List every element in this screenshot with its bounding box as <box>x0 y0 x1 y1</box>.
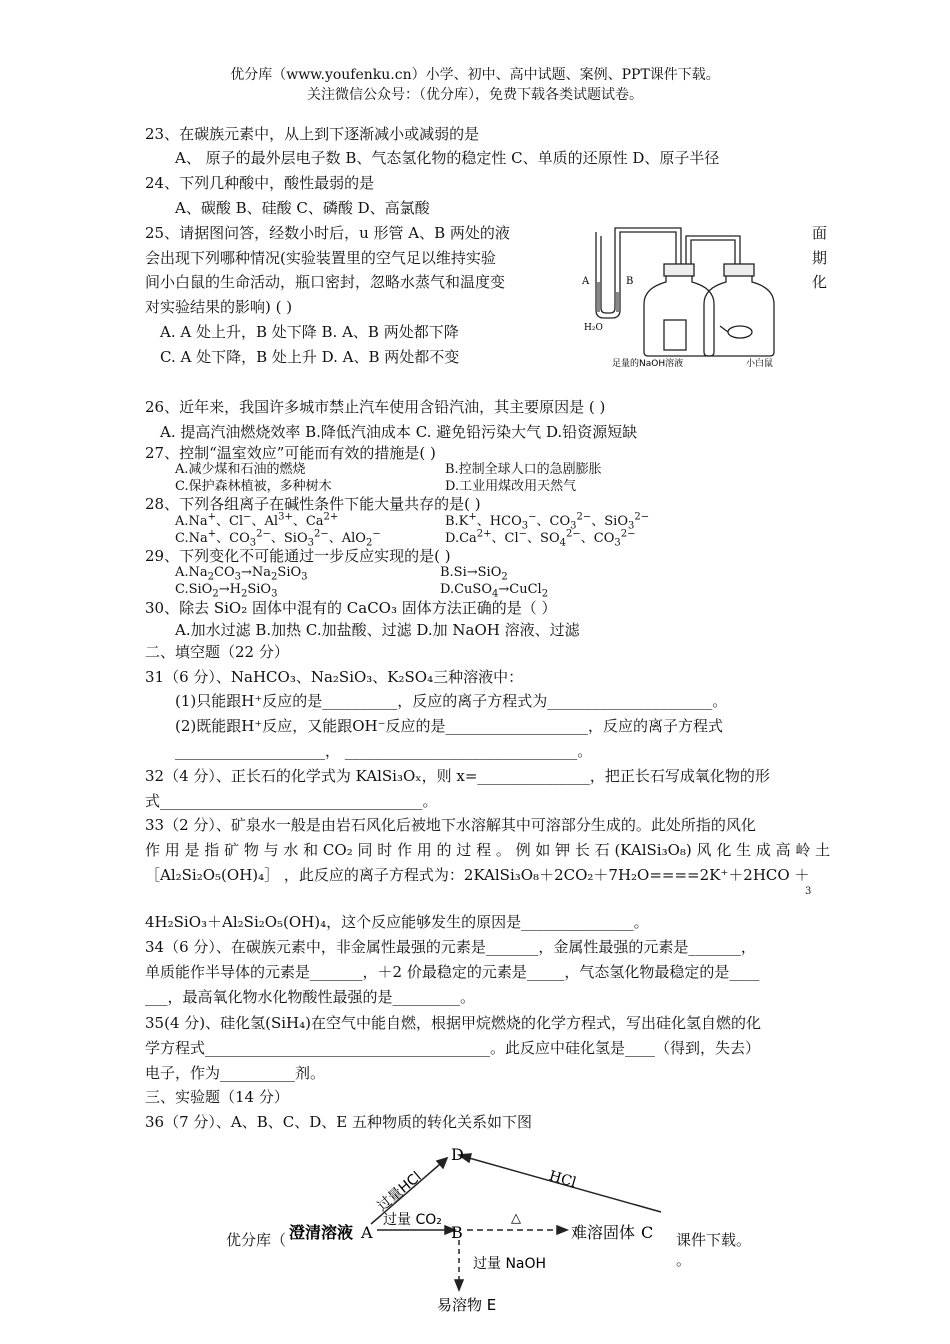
q33-line4: 4H₂SiO₃＋Al₂Si₂O₅(OH)₄，这个反应能够发生的原因是_______________。 <box>145 913 649 931</box>
section-fill-blank: 二、填空题（22 分） <box>145 643 289 661</box>
mouse-shape <box>728 326 752 338</box>
label-hcl: HCl <box>547 1168 578 1192</box>
q28-stem: 28、下列各组离子在碱性条件下能大量共存的是( ) <box>145 495 481 513</box>
q29-option-a: $A.Na_2CO_3\to Na_2SiO_3$ <box>175 565 308 583</box>
q27-option-d: D.工业用煤改用天然气 <box>445 479 577 494</box>
q25-right1: 面 <box>812 224 828 242</box>
q29-option-d: D.CuSO$_4$→CuCl$_2$ <box>440 582 549 600</box>
q29-option-c: $C.SiO_2\to H_2SiO_3$ <box>175 582 278 600</box>
q25-line4: 对实验结果的影响) ( ) <box>145 298 293 316</box>
q36-stem: 36（7 分）、A、B、C、D、E 五种物质的转化关系如下图 <box>145 1113 532 1131</box>
q25-apparatus-figure <box>578 222 800 368</box>
node-d: D <box>451 1146 464 1164</box>
q27-option-b: B.控制全球人口的急剧膨胀 <box>445 462 602 477</box>
q27-option-a: A.减少煤和石油的燃烧 <box>175 462 306 477</box>
label-a: A <box>582 276 590 287</box>
q25-options-ab: A. A 处上升，B 处下降 B. A、B 两处都下降 <box>160 323 459 341</box>
q34-line2: 单质能作半导体的元素是_______，＋2 价最稳定的元素是_____，气态氢化物最稳定的是____ <box>145 963 760 981</box>
footer-dot: 。 <box>676 1251 692 1269</box>
q34-line3: ___，最高氧化物水化物酸性最强的是_________。 <box>145 988 476 1006</box>
q35-line1: 35(4 分)、硅化氢(SiH₄)在空气中能自燃，根据甲烷燃烧的化学方程式，写出硅化氢自燃的化 <box>145 1014 761 1032</box>
label-excess-naoh: 过量 NaOH <box>473 1256 547 1272</box>
q25-right3: 化 <box>812 273 828 291</box>
q28-option-b: B.K+、$HCO_3^-$、$CO_3^{2-}$、SiO$_3^{2-}$ <box>445 511 650 532</box>
node-c-label: 难溶固体 <box>571 1223 636 1242</box>
q33-line2: 作 用 是 指 矿 物 与 水 和 CO₂ 同 时 作 用 的 过 程 。 例 如 钾 长 石 (KAlSi₃O₈) 风 化 生 成 高 岭 土 <box>145 841 831 859</box>
q25-line3: 间小白鼠的生命活动，瓶口密封，忽略水蒸气和温度变 <box>145 273 506 291</box>
q32-line1: 32（4 分）、正长石的化学式为 KAlSi₃Oₓ，则 x=_______________，把正长石写成氧化物的形 <box>145 767 770 785</box>
q30-stem: 30、除去 SiO₂ 固体中混有的 CaCO₃ 固体方法正确的是（ ） <box>145 599 557 617</box>
q31-stem: 31（6 分）、NaHCO₃、Na₂SiO₃、K₂SO₄三种溶液中： <box>145 668 524 686</box>
q23-stem: 23、在碳族元素中，从上到下逐渐减小或减弱的是 <box>145 125 480 143</box>
q35-line3: 电子，作为__________剂。 <box>145 1064 326 1082</box>
q25-line1: 25、请据图问答，经数小时后，u 形管 A、B 两处的液 <box>145 224 510 242</box>
q26-options: A. 提高汽油燃烧效率 B.降低汽油成本 C. 避免铅污染大气 D.铅资源短缺 <box>160 423 638 441</box>
q35-line2: 学方程式______________________________________。此反应中硅化氢是____（得到，失去） <box>145 1039 761 1057</box>
q30-options: A.加水过滤 B.加热 C.加盐酸、过滤 D.加 NaOH 溶液、过滤 <box>175 621 580 639</box>
node-e: 易溶物 E <box>437 1296 497 1314</box>
q27-option-c: C.保护森林植被，多种树木 <box>175 479 332 494</box>
label-naoh: 足量的NaOH溶液 <box>612 359 684 368</box>
bottle1-stopper <box>664 264 694 276</box>
q26-stem: 26、近年来，我国许多城市禁止汽车使用含铅汽油，其主要原因是 ( ) <box>145 398 606 416</box>
q24-stem: 24、下列几种酸中，酸性最弱的是 <box>145 174 375 192</box>
q25-line2: 会出现下列哪种情况(实验装置里的空气足以维持实验 <box>145 249 496 267</box>
node-a: A <box>361 1223 373 1242</box>
label-b: B <box>626 276 634 287</box>
node-c: C <box>641 1223 654 1242</box>
q33-line3: ［Al₂Si₂O₅(OH)₄］ ，此反应的离子方程式为：2KAlSi₃O₈＋2CO₂＋7H₂O====2K⁺＋2HCO ＋ <box>145 866 810 884</box>
label-excess-co2: 过量 CO₂ <box>383 1212 442 1228</box>
bottle2-stopper <box>724 264 754 276</box>
q29-stem: 29、下列变化不可能通过一步反应实现的是( ) <box>145 547 451 565</box>
node-b: B <box>451 1223 463 1242</box>
q29-option-b: B.Si→SiO$_2$ <box>440 565 508 583</box>
q33-line1: 33（2 分）、矿泉水一般是由岩石风化后被地下水溶解其中可溶部分生成的。此处所指的风化 <box>145 816 756 834</box>
page-header-line1: 优分库（www.youfenku.cn）小学、初中、高中试题、案例、PPT课件下载。 <box>230 67 720 83</box>
q25-right2: 期 <box>812 249 828 267</box>
label-clear-solution: 澄清溶液 <box>289 1223 354 1242</box>
q32-line2: 式___________________________________。 <box>145 792 438 810</box>
page-header-line2: 关注微信公众号：（优分库），免费下载各类试题试卷。 <box>307 87 643 103</box>
q36-conversion-diagram <box>287 1146 675 1318</box>
label-heat: △ <box>511 1211 521 1226</box>
q23-options: A、 原子的最外层电子数 B、气态氢化物的稳定性 C、单质的还原性 D、原子半径 <box>175 149 720 167</box>
section-experiment: 三、实验题（14 分） <box>145 1088 289 1106</box>
q28-option-c: C.Na+、$CO_3^{2-}$、SiO$_3^{2-}$、AlO$_2$− <box>175 528 381 549</box>
label-h2o: H₂O <box>584 323 603 333</box>
q33-subscript: 3 <box>805 886 812 897</box>
q28-option-d: $D.Ca^{2+}$、Cl−、$SO_4^{2-}$、$CO_3^{2-}$ <box>445 528 636 549</box>
beaker <box>664 320 686 350</box>
footer-left: 优分库（ <box>226 1231 287 1249</box>
q31-part1: (1)只能跟H⁺反应的是__________，反应的离子方程式为______________________。 <box>175 692 728 710</box>
q24-options: A、碳酸 B、硅酸 C、磷酸 D、高氯酸 <box>175 199 430 217</box>
label-mouse: 小白鼠 <box>746 359 774 368</box>
q34-line1: 34（6 分）、在碳族元素中，非金属性最强的元素是_______，金属性最强的元素是_______， <box>145 938 756 956</box>
footer-right: 课件下载。 <box>676 1231 752 1249</box>
q25-options-cd: C. A 处下降，B 处上升 D. A、B 两处都不变 <box>160 348 460 366</box>
q28-option-a: A.Na+、Cl−、$Al^{3+}$、$Ca^{2+}$ <box>175 511 339 529</box>
q31-part2-blanks: ____________________， _______________________________。 <box>175 742 593 760</box>
q31-part2: (2)既能跟H⁺反应，又能跟OH⁻反应的是___________________，反应的离子方程式 <box>175 717 724 735</box>
label-excess-hcl: 过量HCl <box>374 1168 425 1215</box>
q27-stem: 27、控制“温室效应”可能而有效的措施是( ) <box>145 444 436 462</box>
